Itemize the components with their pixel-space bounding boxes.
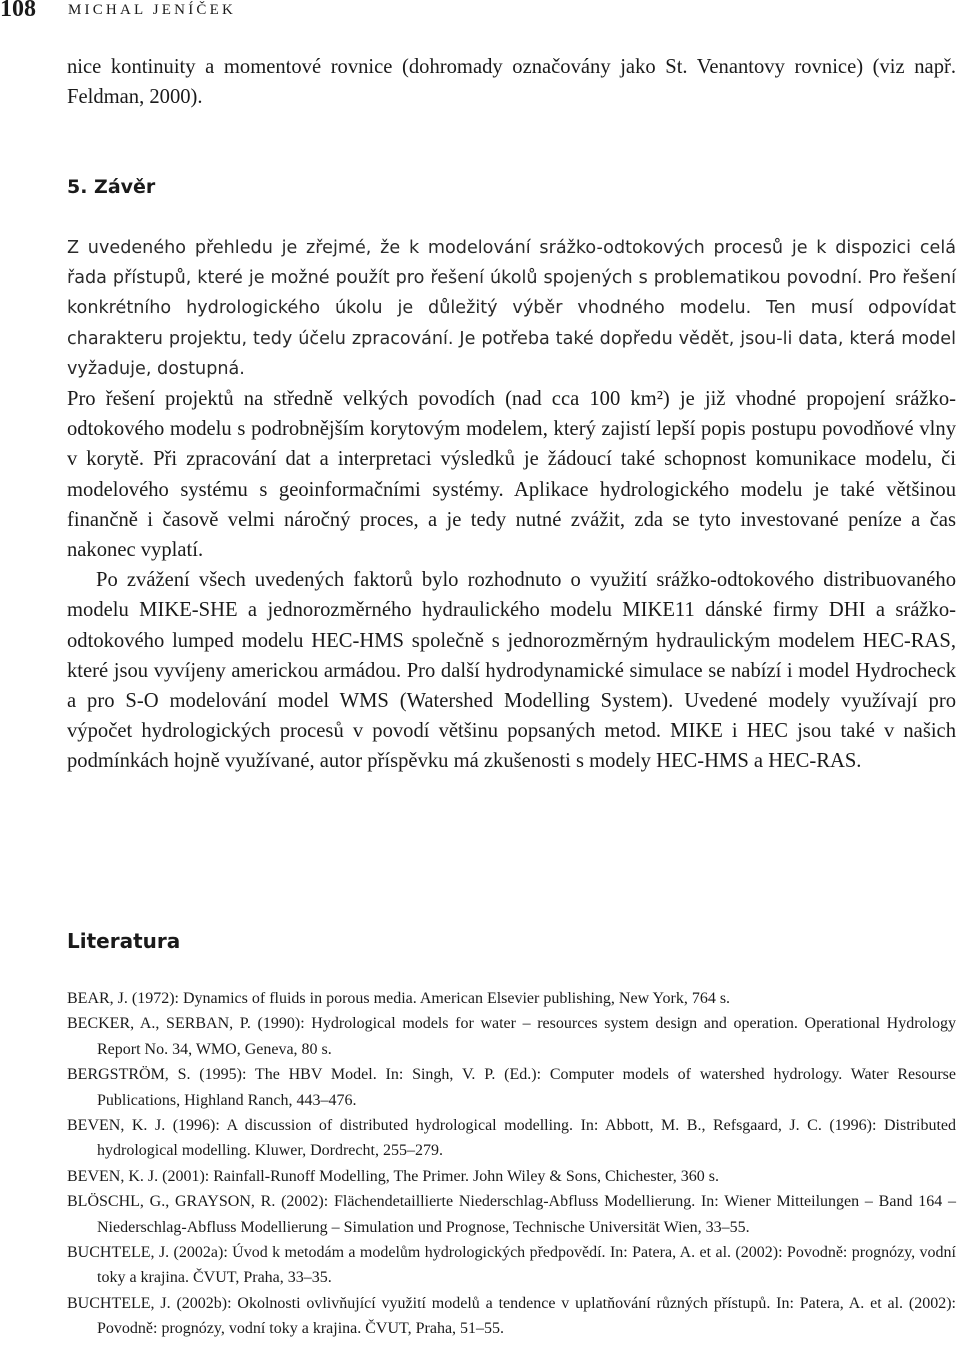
reference-item: BEAR, J. (1972): Dynamics of fluids in porous media. American Elsevier publishing, New York, 764 s.	[67, 990, 731, 1007]
section-body	[67, 233, 956, 777]
section-heading: 5. Závěr	[67, 176, 156, 198]
paragraph-serif: Pro řešení projektů na středně velkých povodích (nad cca 100 km²) je již vhodné propojení srážko-odtokového modelu s podrobnějším korytovým modelem, který zajistí lepší popis postupu povodňové vlny v korytě. Při zpracování dat a interpretaci výsledků je žádoucí také schopnost komunikace modelu, či modelového systému s geoinformačními systémy. Aplikace hydrologického modelu je také většinou finančně i časově velmi náročný proces, a je tedy nutné zvážit, zda se tyto investované peníze a čas nakonec vyplatí.	[67, 388, 956, 562]
running-head: MICHAL JENÍČEK	[68, 2, 236, 18]
intro-block	[67, 52, 956, 112]
intro-paragraph: nice kontinuity a momentové rovnice (dohromady označovány jako St. Venantovy rovnice) (viz např. Feldman, 2000).	[67, 56, 956, 109]
reference-item: BEVEN, K. J. (1996): A discussion of distributed hydrological modelling. In: Abbott, M. B., Refsgaard, J. C. (1996): Distributed hydrological modelling. Kluwer, Dordrecht, 255–279.	[67, 1117, 956, 1160]
reference-item: BEVEN, K. J. (2001): Rainfall-Runoff Modelling, The Primer. John Wiley & Sons, Chichester, 360 s.	[67, 1167, 719, 1185]
reference-item: BECKER, A., SERBAN, P. (1990): Hydrological models for water – resources system design and operation. Operational Hydrology Report No. 34, WMO, Geneva, 80 s.	[67, 1015, 956, 1058]
reference-item: BUCHTELE, J. (2002a): Úvod k metodám a modelům hydrologických předpovědí. In: Patera, A. et al. (2002): Povodně: prognózy, vodní toky a krajina. ČVUT, Praha, 33–35.	[67, 1244, 956, 1287]
paragraph-sans: Z uvedeného přehledu je zřejmé, že k modelování srážko-odtokových procesů je k dispozici celá řada přístupů, které je možné použít pro řešení úkolů spojených s problematikou povodní. Pro řešení konkrétního hydrologického úkolu je důležitý výběr vhodného modelu. Ten musí odpovídat charakteru projektu, tedy účelu zpracování. Je potřeba také dopředu vědět, jsou-li data, která model vyžaduje, dostupná.	[67, 238, 956, 379]
page-number: 108	[0, 0, 36, 22]
paragraph-decision: Po zvážení všech uvedených faktorů bylo rozhodnuto o využití srážko-odtokového distribuovaného modelu MIKE-SHE a jednorozměrného hydraulického modelu MIKE11 dánské firmy DHI a srážko-odtokového lumped modelu HEC-HMS společně s jednorozměrným hydraulickým modelem HEC-RAS, které jsou vyvíjeny americkou armádou. Pro další hydrodynamické simulace se nabízí i model Hydrocheck a pro S-O modelování model WMS (Watershed Modelling System). Uvedené modely využívají pro výpočet hydrologických procesů v povodí většinu popsaných metod. MIKE i HEC jsou také v našich podmínkách hojně využívané, autor příspěvku má zkušenosti s modely HEC-HMS a HEC-RAS.	[67, 569, 956, 773]
page-header	[0, 0, 960, 36]
reference-list	[67, 986, 956, 1342]
reference-item: BUCHTELE, J. (2002b): Okolnosti ovlivňující využití modelů a tendence v uplatňování různých přístupů. In: Patera, A. et al. (2002): Povodně: prognózy, vodní toky a krajina. ČVUT, Praha, 51–55.	[67, 1294, 956, 1338]
literature-heading: Literatura	[67, 929, 181, 953]
reference-item: BERGSTRÖM, S. (1995): The HBV Model. In: Singh, V. P. (Ed.): Computer models of watershed hydrology. Water Resourse Publications, Highland Ranch, 443–476.	[67, 1066, 956, 1109]
reference-item: BLÖSCHL, G., GRAYSON, R. (2002): Flächendetaillierte Niederschlag-Abfluss Modellierung. In: Wiener Mitteilungen – Band 164 – Niederschlag-Abfluss Modellierung – Simulation und Prognose, Technische Universität Wien, 33–55.	[67, 1193, 956, 1236]
